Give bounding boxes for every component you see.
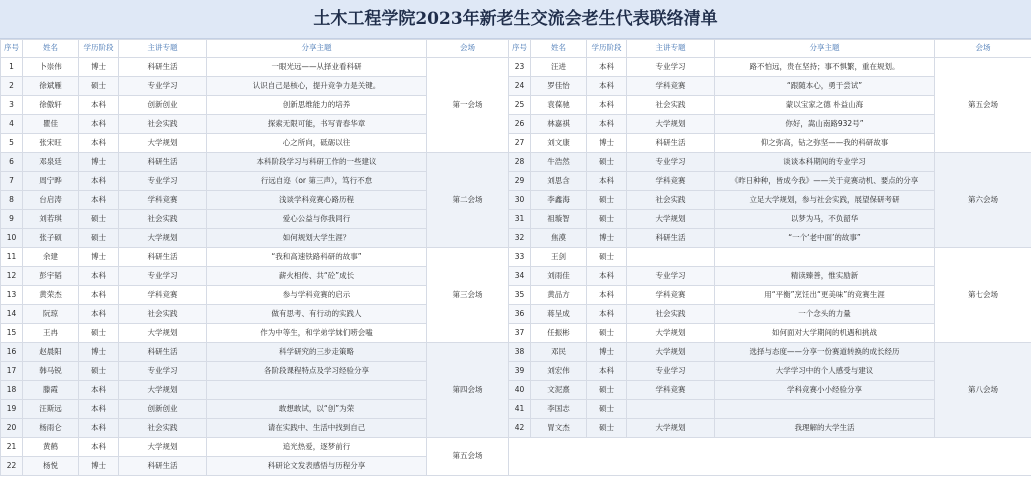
person-name: 刘文康 [531, 134, 587, 153]
person-name: 汪进 [531, 58, 587, 77]
share-theme: 认识自己是核心，提升竞争力是关键。 [207, 77, 427, 96]
degree-level: 本科 [79, 438, 119, 457]
share-theme: 探索无限可能，书写青春华章 [207, 115, 427, 134]
table-row [1, 153, 1031, 172]
degree-level: 本科 [587, 172, 627, 191]
row-number: 20 [1, 419, 23, 438]
row-number: 37 [509, 324, 531, 343]
share-theme: 立足大学规划，参与社会实践，展望保研考研 [715, 191, 935, 210]
degree-level: 硕士 [79, 77, 119, 96]
degree-level: 硕士 [587, 153, 627, 172]
share-theme: 蒙以宝家之德 朴益山海 [715, 96, 935, 115]
venue-label: 第三会场 [427, 248, 509, 343]
row-number: 31 [509, 210, 531, 229]
table-row [1, 229, 1031, 248]
row-number: 23 [509, 58, 531, 77]
person-name: 刘思含 [531, 172, 587, 191]
share-theme: 各阶段课程特点及学习经验分享 [207, 362, 427, 381]
header-venue-left: 会场 [427, 40, 509, 58]
person-name: 黄鹤 [23, 438, 79, 457]
table-row [1, 324, 1031, 343]
row-number: 1 [1, 58, 23, 77]
share-theme: 我理解的大学生活 [715, 419, 935, 438]
person-name: 张子硕 [23, 229, 79, 248]
row-number: 39 [509, 362, 531, 381]
row-number: 21 [1, 438, 23, 457]
degree-level: 博士 [79, 248, 119, 267]
row-number: 8 [1, 191, 23, 210]
row-number: 42 [509, 419, 531, 438]
degree-level: 硕士 [79, 229, 119, 248]
talk-topic: 学科竞赛 [627, 77, 715, 96]
header-share-right: 分享主题 [715, 40, 935, 58]
share-theme: “一个‘老中面’的故事” [715, 229, 935, 248]
row-number: 40 [509, 381, 531, 400]
row-number: 17 [1, 362, 23, 381]
talk-topic: 科研生活 [119, 58, 207, 77]
share-theme [715, 248, 935, 267]
degree-level: 本科 [587, 58, 627, 77]
degree-level: 硕士 [587, 210, 627, 229]
table-row [1, 343, 1031, 362]
header-level-left: 学历阶段 [79, 40, 119, 58]
table-row [1, 96, 1031, 115]
degree-level: 硕士 [587, 248, 627, 267]
degree-level: 本科 [587, 286, 627, 305]
talk-topic: 社会实践 [119, 305, 207, 324]
share-theme: 路不怕远，贵在坚持；事不惧繁，重在规划。 [715, 58, 935, 77]
talk-topic: 大学规划 [627, 419, 715, 438]
talk-topic: 大学规划 [627, 115, 715, 134]
degree-level: 本科 [79, 115, 119, 134]
person-name: 台启涛 [23, 191, 79, 210]
talk-topic: 专业学习 [119, 77, 207, 96]
share-theme: 参与学科竞赛的启示 [207, 286, 427, 305]
talk-topic: 创新创业 [119, 400, 207, 419]
person-name: 罗佳怡 [531, 77, 587, 96]
degree-level: 本科 [79, 286, 119, 305]
degree-level: 硕士 [587, 324, 627, 343]
row-number: 14 [1, 305, 23, 324]
table-row [1, 400, 1031, 419]
row-number: 32 [509, 229, 531, 248]
share-theme: 科研论文发表感悟与历程分享 [207, 457, 427, 476]
share-theme: 精读臻善，惟实励新 [715, 267, 935, 286]
person-name: 李鑫海 [531, 191, 587, 210]
venue-label: 第二会场 [427, 153, 509, 248]
degree-level: 本科 [79, 381, 119, 400]
degree-level: 硕士 [79, 210, 119, 229]
venue-label: 第五会场 [427, 438, 509, 476]
row-number: 38 [509, 343, 531, 362]
table-row [1, 248, 1031, 267]
row-number: 6 [1, 153, 23, 172]
row-number: 12 [1, 267, 23, 286]
share-theme: 行远自迩（or 第三声），笃行不怠 [207, 172, 427, 191]
person-name: 杨雨仑 [23, 419, 79, 438]
table-row [1, 134, 1031, 153]
table-row [1, 191, 1031, 210]
row-number: 10 [1, 229, 23, 248]
share-theme: 请在实践中、生活中找到自己 [207, 419, 427, 438]
table-row [1, 305, 1031, 324]
degree-level: 本科 [587, 305, 627, 324]
header-level-right: 学历阶段 [587, 40, 627, 58]
person-name: 赵晨阳 [23, 343, 79, 362]
table-row [1, 362, 1031, 381]
share-theme: 用“平衡”烹饪出“更美味”的竞赛生涯 [715, 286, 935, 305]
person-name: 卜崇伟 [23, 58, 79, 77]
person-name: 牛浩然 [531, 153, 587, 172]
talk-topic: 科研生活 [119, 457, 207, 476]
venue-label: 第六会场 [935, 153, 1031, 248]
person-name: 刘若琪 [23, 210, 79, 229]
row-number: 27 [509, 134, 531, 153]
share-theme: 做有思考、有行动的实践人 [207, 305, 427, 324]
talk-topic: 科研生活 [627, 134, 715, 153]
person-name: 胃文杰 [531, 419, 587, 438]
share-theme: 本科阶段学习与科研工作的一些建议 [207, 153, 427, 172]
share-theme: 科学研究的三步走策略 [207, 343, 427, 362]
degree-level: 硕士 [79, 362, 119, 381]
degree-level: 硕士 [587, 191, 627, 210]
degree-level: 博士 [79, 343, 119, 362]
share-theme: 创新思维能力的培养 [207, 96, 427, 115]
talk-topic: 专业学习 [627, 267, 715, 286]
person-name: 邓民 [531, 343, 587, 362]
degree-level: 本科 [587, 77, 627, 96]
share-theme: 一眼光远——从择业看科研 [207, 58, 427, 77]
share-theme: 心之所向，砥砺以往 [207, 134, 427, 153]
share-theme [715, 400, 935, 419]
row-number: 25 [509, 96, 531, 115]
talk-topic: 大学规划 [119, 438, 207, 457]
share-theme: 作为中等生，和学弟学妹们唠会嗑 [207, 324, 427, 343]
talk-topic: 专业学习 [627, 58, 715, 77]
talk-topic: 专业学习 [627, 362, 715, 381]
person-name: 刘宏伟 [531, 362, 587, 381]
person-name: 袁葆驰 [531, 96, 587, 115]
degree-level: 博士 [79, 457, 119, 476]
share-theme: 如何规划大学生涯？ [207, 229, 427, 248]
talk-topic: 学科竞赛 [627, 381, 715, 400]
row-number: 18 [1, 381, 23, 400]
person-name: 李国志 [531, 400, 587, 419]
row-number: 35 [509, 286, 531, 305]
share-theme: 以梦为马，不负韶华 [715, 210, 935, 229]
degree-level: 硕士 [587, 381, 627, 400]
venue-label: 第五会场 [935, 58, 1031, 153]
talk-topic: 大学规划 [119, 381, 207, 400]
degree-level: 本科 [79, 191, 119, 210]
talk-topic: 社会实践 [627, 305, 715, 324]
row-number: 11 [1, 248, 23, 267]
row-number: 28 [509, 153, 531, 172]
header-venue-right: 会场 [935, 40, 1031, 58]
person-name: 滕霞 [23, 381, 79, 400]
talk-topic: 专业学习 [119, 267, 207, 286]
table-row [1, 381, 1031, 400]
degree-level: 本科 [79, 305, 119, 324]
person-name: 蒋呈成 [531, 305, 587, 324]
header-topic-left: 主讲专题 [119, 40, 207, 58]
person-name: 文泥熹 [531, 381, 587, 400]
venue-label: 第八会场 [935, 343, 1031, 438]
header-row [1, 40, 1031, 58]
talk-topic: 科研生活 [119, 153, 207, 172]
row-number: 36 [509, 305, 531, 324]
degree-level: 博士 [587, 134, 627, 153]
row-number: 30 [509, 191, 531, 210]
degree-level: 博士 [587, 343, 627, 362]
person-name: 徐傲轩 [23, 96, 79, 115]
talk-topic: 学科竞赛 [627, 172, 715, 191]
row-number: 34 [509, 267, 531, 286]
talk-topic [627, 400, 715, 419]
contact-table [0, 39, 1031, 476]
share-theme: 如何面对大学期间的机遇和挑战 [715, 324, 935, 343]
share-theme: 学科竞赛小小经验分享 [715, 381, 935, 400]
talk-topic: 社会实践 [119, 210, 207, 229]
person-name: 任振彬 [531, 324, 587, 343]
talk-topic: 社会实践 [119, 419, 207, 438]
degree-level: 本科 [587, 267, 627, 286]
person-name: 韩马锐 [23, 362, 79, 381]
person-name: 彭宇韬 [23, 267, 79, 286]
venue-label: 第七会场 [935, 248, 1031, 343]
row-number: 15 [1, 324, 23, 343]
degree-level: 博士 [79, 58, 119, 77]
talk-topic: 科研生活 [627, 229, 715, 248]
person-name: 王冉 [23, 324, 79, 343]
talk-topic: 科研生活 [119, 248, 207, 267]
row-number: 7 [1, 172, 23, 191]
degree-level: 博士 [587, 229, 627, 248]
person-name: 余建 [23, 248, 79, 267]
share-theme: 你好，嵩山南路932号” [715, 115, 935, 134]
row-number: 2 [1, 77, 23, 96]
degree-level: 本科 [79, 419, 119, 438]
talk-topic: 社会实践 [627, 96, 715, 115]
header-topic-right: 主讲专题 [627, 40, 715, 58]
degree-level: 本科 [587, 115, 627, 134]
venue-label: 第四会场 [427, 343, 509, 438]
degree-level: 硕士 [79, 324, 119, 343]
person-name: 林嘉祺 [531, 115, 587, 134]
row-number: 19 [1, 400, 23, 419]
talk-topic: 大学规划 [119, 134, 207, 153]
row-number: 33 [509, 248, 531, 267]
row-number: 9 [1, 210, 23, 229]
person-name: 汪斯远 [23, 400, 79, 419]
empty-cell [509, 438, 1031, 476]
talk-topic: 社会实践 [119, 115, 207, 134]
talk-topic: 社会实践 [627, 191, 715, 210]
table-row [1, 58, 1031, 77]
table-row [1, 438, 1031, 457]
share-theme: 爱心公益与你我同行 [207, 210, 427, 229]
row-number: 26 [509, 115, 531, 134]
header-share-left: 分享主题 [207, 40, 427, 58]
share-theme: 追光热爱，逐梦前行 [207, 438, 427, 457]
person-name: 杨悦 [23, 457, 79, 476]
header-name-right: 姓名 [531, 40, 587, 58]
share-theme: 选择与态度——分享一份赛道转换的成长经历 [715, 343, 935, 362]
row-number: 24 [509, 77, 531, 96]
person-name: 周宁晔 [23, 172, 79, 191]
row-number: 41 [509, 400, 531, 419]
person-name: 黄荣杰 [23, 286, 79, 305]
row-number: 3 [1, 96, 23, 115]
venue-label: 第一会场 [427, 58, 509, 153]
person-name: 王剑 [531, 248, 587, 267]
row-number: 5 [1, 134, 23, 153]
share-theme: “跟随本心，勇于尝试” [715, 77, 935, 96]
share-theme: “我和高速铁路科研的故事” [207, 248, 427, 267]
share-theme: 敢想敢试，以“创”为荣 [207, 400, 427, 419]
person-name: 祖璇智 [531, 210, 587, 229]
degree-level: 本科 [79, 172, 119, 191]
table-row [1, 286, 1031, 305]
talk-topic: 专业学习 [627, 153, 715, 172]
talk-topic: 专业学习 [119, 172, 207, 191]
person-name: 张宋旺 [23, 134, 79, 153]
talk-topic: 科研生活 [119, 343, 207, 362]
table-body [1, 58, 1031, 476]
degree-level: 本科 [587, 96, 627, 115]
share-theme: 一个念头的力量 [715, 305, 935, 324]
share-theme: 仰之弥高，钻之弥坚——我的科研故事 [715, 134, 935, 153]
share-theme: 大学学习中的个人感受与建议 [715, 362, 935, 381]
degree-level: 本科 [79, 400, 119, 419]
table-row [1, 210, 1031, 229]
degree-level: 硕士 [587, 419, 627, 438]
header-no-left: 序号 [1, 40, 23, 58]
row-number: 29 [509, 172, 531, 191]
header-no-right: 序号 [509, 40, 531, 58]
share-theme [207, 381, 427, 400]
talk-topic: 学科竞赛 [119, 286, 207, 305]
table-row [1, 172, 1031, 191]
sheet-title: 土木工程学院2023年新老生交流会老生代表联络清单 [0, 0, 1031, 39]
talk-topic [627, 248, 715, 267]
share-theme: 《昨日种种，皆成今我》——关于竞赛动机、要点的分享 [715, 172, 935, 191]
person-name: 焦漠 [531, 229, 587, 248]
person-name: 邓泉廷 [23, 153, 79, 172]
row-number: 13 [1, 286, 23, 305]
share-theme: 薪火相传、共“砼”成长 [207, 267, 427, 286]
degree-level: 硕士 [587, 400, 627, 419]
share-theme: 浅谈学科竞赛心路历程 [207, 191, 427, 210]
talk-topic: 创新创业 [119, 96, 207, 115]
row-number: 16 [1, 343, 23, 362]
person-name: 瞿佳 [23, 115, 79, 134]
table-row [1, 115, 1031, 134]
talk-topic: 学科竞赛 [119, 191, 207, 210]
talk-topic: 大学规划 [627, 324, 715, 343]
talk-topic: 大学规划 [627, 343, 715, 362]
talk-topic: 大学规划 [119, 229, 207, 248]
person-name: 黄品方 [531, 286, 587, 305]
row-number: 22 [1, 457, 23, 476]
degree-level: 本科 [587, 362, 627, 381]
person-name: 刘雨佳 [531, 267, 587, 286]
degree-level: 本科 [79, 134, 119, 153]
person-name: 徐斌雁 [23, 77, 79, 96]
header-name-left: 姓名 [23, 40, 79, 58]
table-row [1, 419, 1031, 438]
person-name: 阮琼 [23, 305, 79, 324]
row-number: 4 [1, 115, 23, 134]
table-row [1, 267, 1031, 286]
table-row [1, 77, 1031, 96]
talk-topic: 大学规划 [119, 324, 207, 343]
degree-level: 本科 [79, 267, 119, 286]
talk-topic: 大学规划 [627, 210, 715, 229]
degree-level: 本科 [79, 96, 119, 115]
share-theme: 谈谈本科期间的专业学习 [715, 153, 935, 172]
talk-topic: 专业学习 [119, 362, 207, 381]
talk-topic: 学科竞赛 [627, 286, 715, 305]
degree-level: 博士 [79, 153, 119, 172]
